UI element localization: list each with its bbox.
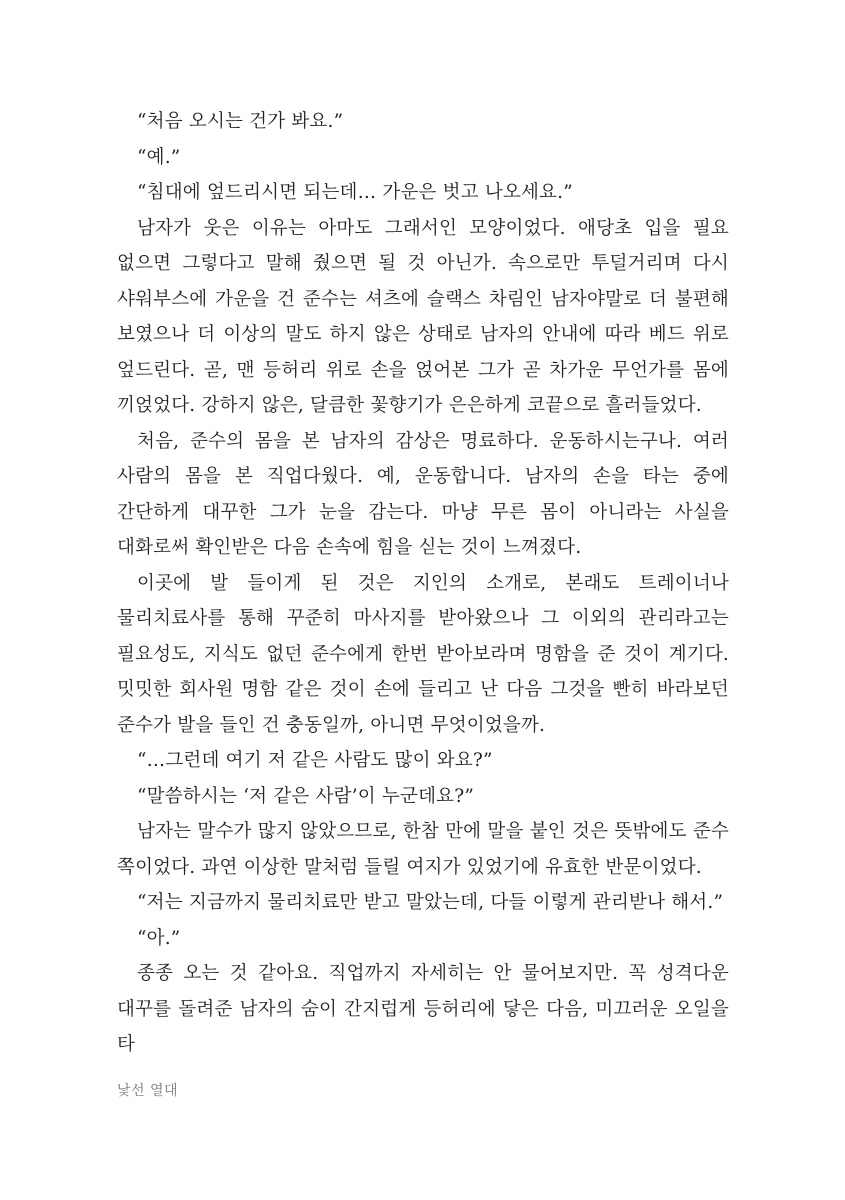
paragraph: “…그런데 여기 저 같은 사람도 많이 와요?”: [137, 750, 493, 771]
paragraph: 남자가 웃은 이유는 아마도 그래서인 모양이었다. 애당초 입을 필요 없으면 그렇다고 말해 줬으면 될 것 아닌가. 속으로만 투덜거리며 다시 샤워부스에 가운을 건 준수는 셔츠에 슬랙스 차림인 남자야말로 더 불편해 보였으나 더 이상의 말도 하지 않은 상태로 남자의 안내에 따라 베드 위로 엎드린다. 곧, 맨 등허리 위로 손을 얹어본 그가 곧 차가운 무언가를 몸에 끼얹었다. 강하지 않은, 달큼한 꽃향기가 은은하게 코끝으로 흘러들었다.: [117, 217, 729, 416]
paragraph: 남자는 말수가 많지 않았으므로, 한참 만에 말을 붙인 것은 뜻밖에도 준수 쪽이었다. 과연 이상한 말처럼 들릴 여지가 있었기에 유효한 반문이었다.: [117, 821, 729, 878]
paragraph: “말씀하시는 ‘저 같은 사람’이 누군데요?”: [137, 785, 474, 807]
paragraph: “침대에 엎드리시면 되는데… 가운은 벗고 나오세요.”: [137, 182, 573, 203]
paragraph: 종종 오는 것 같아요. 직업까지 자세히는 안 물어보지만. 꼭 성격다운 대꾸를 돌려준 남자의 숨이 간지럽게 등허리에 닿은 다음, 미끄러운 오일을 타: [117, 963, 729, 1055]
paragraph: “예.”: [137, 146, 181, 168]
page-footer-book-title: 낯선 열대: [117, 1083, 179, 1099]
paragraph: “아.”: [137, 927, 181, 949]
paragraph: “저는 지금까지 물리치료만 받고 말았는데, 다들 이렇게 관리받나 해서.”: [137, 892, 724, 913]
paragraph: 이곳에 발 들이게 된 것은 지인의 소개로, 본래도 트레이너나 물리치료사를 통해 꾸준히 마사지를 받아왔으나 그 이외의 관리라고는 필요성도, 지식도 없던 준수에게 한번 받아보라며 명함을 준 것이 계기다. 밋밋한 회사원 명함 같은 것이 손에 들리고 난 다음 그것을 빤히 바라보던 준수가 발을 들인 건 충동일까, 아니면 무엇이었을까.: [117, 572, 729, 736]
body-text: [117, 104, 729, 1063]
paragraph: 처음, 준수의 몸을 본 남자의 감상은 명료하다. 운동하시는구나. 여러 사람의 몸을 본 직업다웠다. 예, 운동합니다. 남자의 손을 타는 중에 간단하게 대꾸한 그가 눈을 감는다. 마냥 무른 몸이 아니라는 사실을 대화로써 확인받은 다음 손속에 힘을 싣는 것이 느껴졌다.: [117, 430, 729, 558]
paragraph: “처음 오시는 건가 봐요.”: [137, 111, 344, 132]
